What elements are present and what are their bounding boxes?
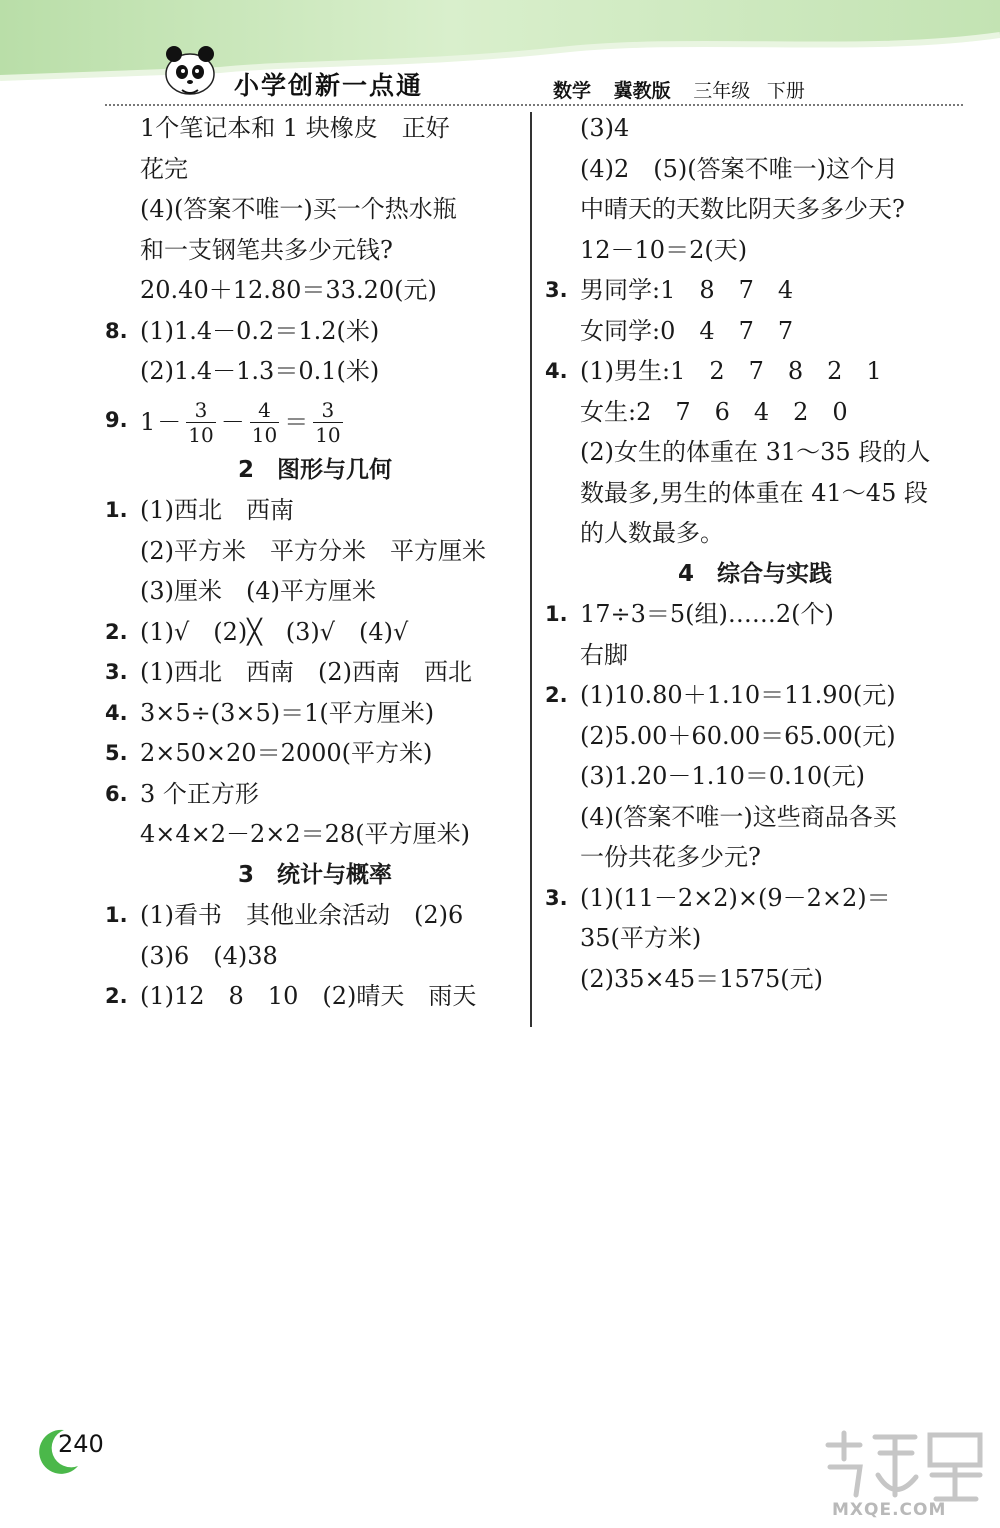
section-heading-text: 2 图形与几何 (237, 456, 392, 483)
answer-text: 20.40＋12.80＝33.20(元) (140, 276, 437, 304)
column-divider (530, 112, 532, 1027)
answer-line (105, 392, 525, 450)
answer-text: 女同学:0 4 7 7 (580, 316, 794, 345)
answer-text: (2)平方米 平方分米 平方厘米 (140, 536, 486, 565)
question-number: 9. (105, 407, 128, 432)
question-number: 3. (105, 660, 128, 684)
answer-line (545, 756, 965, 797)
volume-label: 下册 (766, 80, 805, 102)
answer-line (545, 635, 965, 676)
answer-text: (1)1.4－0.2＝1.2(米) (140, 316, 380, 345)
answer-text: (2)35×45＝1575(元) (580, 964, 823, 993)
question-number: 6. (105, 781, 128, 806)
answer-line (545, 149, 965, 190)
answer-text: 17÷3＝5(组)……2(个) (580, 600, 834, 628)
answer-text: (1)10.80＋1.10＝11.90(元) (580, 681, 896, 709)
fraction (250, 397, 279, 447)
numerator: 3 (321, 397, 335, 422)
page-number: 240 (58, 1430, 104, 1458)
answer-text: 右脚 (580, 640, 628, 669)
answer-text: 中晴天的天数比阴天多多少天? (580, 195, 905, 223)
answer-line (545, 594, 965, 635)
answer-text: 1个笔记本和 1 块橡皮 正好 (140, 114, 450, 142)
question-number: 4. (545, 359, 568, 383)
answer-text: 4×4×2－2×2＝28(平方厘米) (140, 820, 470, 848)
denominator: 10 (315, 422, 341, 447)
answer-line (545, 797, 965, 838)
header-divider (105, 104, 963, 106)
answer-line (545, 473, 965, 514)
answer-line (105, 774, 525, 815)
expression-lead: 1 (140, 407, 156, 436)
answer-line (105, 531, 525, 572)
answer-line (105, 490, 525, 531)
answer-line (105, 936, 525, 977)
answer-line (105, 733, 525, 774)
right-answer-column (545, 108, 965, 999)
answer-text: 数最多,男生的体重在 41～45 段 (580, 478, 928, 507)
section-heading (105, 855, 525, 896)
question-number: 2. (105, 619, 128, 644)
answer-text: (1)西北 西南 (140, 496, 294, 524)
section-heading (545, 554, 965, 595)
answer-line (545, 918, 965, 959)
answer-text: (2)1.4－1.3＝0.1(米) (140, 357, 380, 385)
answer-text: (2)5.00＋60.00＝65.00(元) (580, 721, 896, 750)
grade-label: 三年级 (693, 80, 751, 102)
answer-line (545, 675, 965, 716)
answer-text: (4)2 (5)(答案不唯一)这个月 (580, 154, 898, 183)
answer-text: (1)(11－2×2)×(9－2×2)＝ (580, 883, 891, 912)
question-number: 5. (105, 741, 128, 765)
answer-line (545, 432, 965, 473)
answer-line (105, 189, 525, 230)
denominator: 10 (251, 422, 278, 447)
answer-text: (4)(答案不唯一)买一个热水瓶 (140, 195, 457, 223)
panda-mascot-icon (160, 40, 222, 102)
answer-text: (2)女生的体重在 31～35 段的人 (580, 438, 931, 466)
operator: － (220, 407, 245, 436)
answer-line (105, 814, 525, 855)
watermark-text: MXQE.COM (832, 1500, 947, 1520)
answer-text: (1)√ (2)╳ (3)√ (4)√ (140, 617, 409, 646)
answer-line (545, 716, 965, 757)
section-heading (105, 450, 525, 491)
operator: ＝ (284, 407, 309, 436)
question-number: 2. (105, 984, 128, 1008)
answer-line (545, 108, 965, 149)
answer-text: 3 个正方形 (140, 779, 259, 808)
answer-text: (1)12 8 10 (2)晴天 雨天 (140, 982, 477, 1010)
answer-line (105, 270, 525, 311)
answer-line (105, 311, 525, 352)
answer-text: 35(平方米) (580, 924, 702, 952)
fraction (186, 397, 215, 447)
answer-line (105, 652, 525, 693)
header-background (0, 0, 1000, 110)
fraction-expression (140, 397, 346, 447)
section-heading-text: 4 综合与实践 (677, 560, 832, 587)
answer-line (105, 612, 525, 653)
answer-line (545, 270, 965, 311)
series-title: 小学创新一点通 (234, 71, 424, 100)
answer-line (105, 693, 525, 734)
answer-line (545, 230, 965, 271)
answer-line (545, 311, 965, 352)
subject-label: 数学 (553, 80, 592, 102)
answer-line (545, 351, 965, 392)
fraction (313, 397, 342, 447)
answer-text: (3)4 (580, 114, 630, 142)
edition-label: 冀教版 (613, 80, 671, 102)
question-number: 1. (545, 602, 568, 626)
answer-line (105, 108, 525, 149)
answer-line (105, 351, 525, 392)
answer-text: 和一支钢笔共多少元钱? (140, 235, 393, 264)
question-number: 1. (105, 498, 128, 522)
question-number: 8. (105, 318, 128, 343)
answer-text: (3)1.20－1.10＝0.10(元) (580, 762, 866, 790)
book-info (553, 76, 815, 103)
answer-text: (3)6 (4)38 (140, 941, 278, 970)
answer-line (105, 230, 525, 271)
answer-text: 的人数最多。 (580, 519, 724, 547)
answer-line (545, 392, 965, 433)
question-number: 4. (105, 700, 128, 725)
question-number: 2. (545, 683, 568, 707)
answer-text: 男同学:1 8 7 4 (580, 276, 794, 304)
question-number: 3. (545, 885, 568, 910)
left-answer-column (105, 108, 525, 1017)
numerator: 3 (194, 397, 208, 422)
operator: － (157, 407, 182, 436)
answer-line (105, 571, 525, 612)
answer-text: 12－10＝2(天) (580, 235, 748, 264)
answer-line (545, 959, 965, 1000)
answer-line (105, 895, 525, 936)
answer-text: 一份共花多少元? (580, 843, 761, 871)
denominator: 10 (188, 422, 214, 447)
answer-line (545, 837, 965, 878)
question-number: 1. (105, 903, 128, 927)
answer-text: 2×50×20＝2000(平方米) (140, 739, 433, 767)
answer-text: (1)男生:1 2 7 8 2 1 (580, 357, 882, 385)
answer-text: (1)看书 其他业余活动 (2)6 (140, 901, 464, 929)
section-heading-text: 3 统计与概率 (237, 861, 392, 888)
answer-line (105, 149, 525, 190)
answer-text: 女生:2 7 6 4 2 0 (580, 397, 848, 426)
answer-text: 花完 (140, 154, 188, 183)
question-number: 3. (545, 278, 568, 302)
answer-text: (3)厘米 (4)平方厘米 (140, 577, 376, 605)
answer-line (545, 878, 965, 919)
answer-text: 3×5÷(3×5)＝1(平方厘米) (140, 698, 435, 727)
answer-text: (4)(答案不唯一)这些商品各买 (580, 802, 897, 831)
answer-line (545, 189, 965, 230)
answer-line (545, 513, 965, 554)
answer-text: (1)西北 西南 (2)西南 西北 (140, 658, 472, 686)
numerator: 4 (258, 397, 271, 422)
answer-line (105, 976, 525, 1017)
